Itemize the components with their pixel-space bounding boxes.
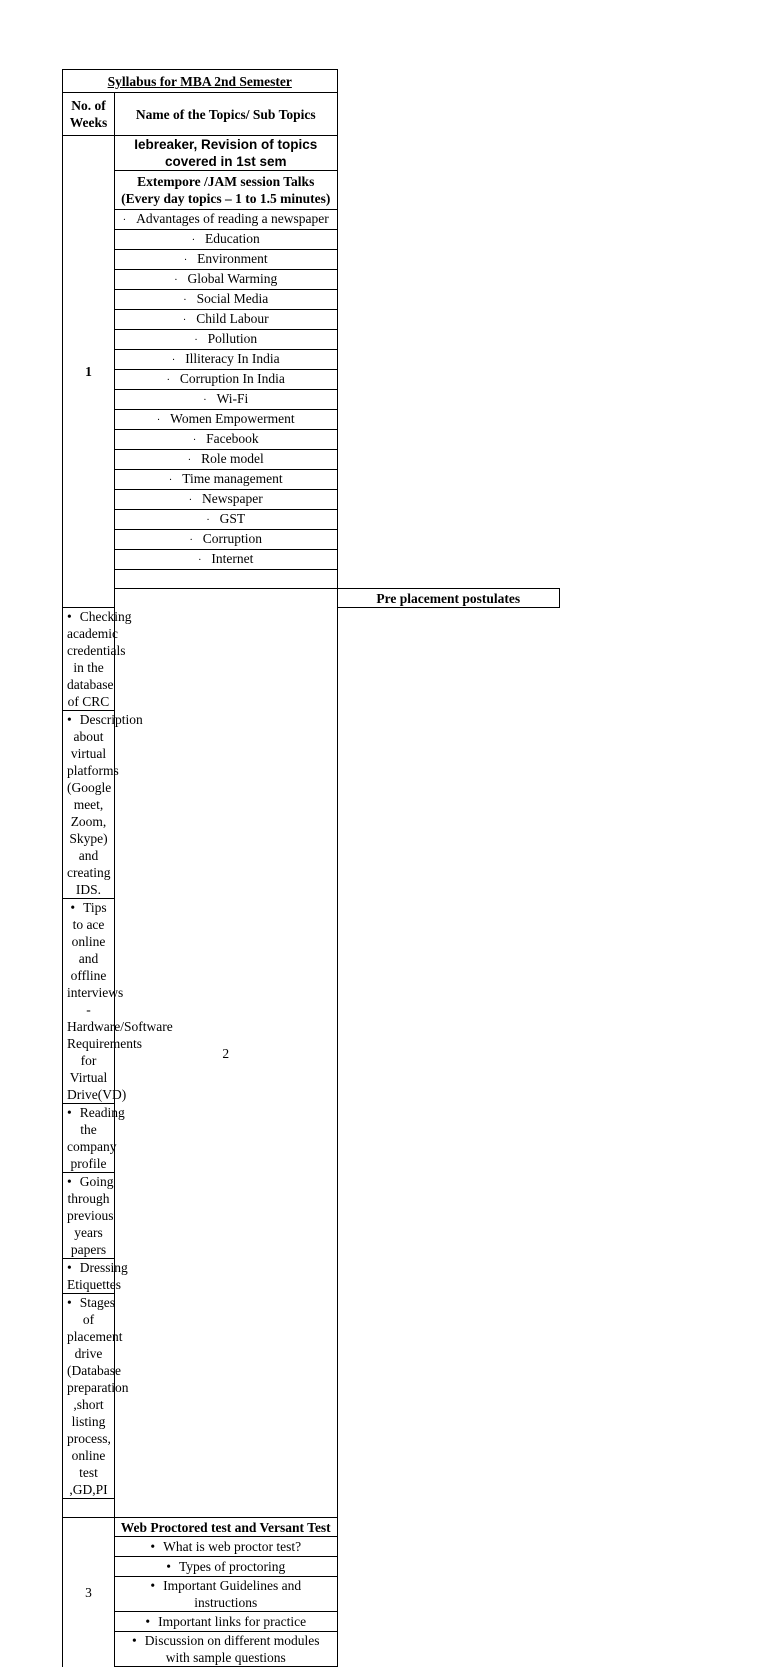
table-row bbox=[63, 136, 560, 171]
header-weeks: No. of Weeks bbox=[63, 93, 115, 136]
bullet-dot: • bbox=[67, 1260, 72, 1275]
list-item: · Newspaper bbox=[115, 490, 338, 510]
bullet-dot: • bbox=[67, 1295, 72, 1310]
bullet-dot: • bbox=[145, 1614, 151, 1629]
table-row bbox=[63, 1632, 560, 1667]
bullet-dot: · bbox=[191, 234, 196, 246]
bullet-dot: • bbox=[131, 1633, 137, 1648]
table-row bbox=[63, 450, 560, 470]
table-row bbox=[63, 490, 560, 510]
table-row bbox=[63, 510, 560, 530]
list-item: • Tips to ace online and offline interviews - Hardware/Software Requirements for Virtual Drive(VD) bbox=[63, 899, 115, 1104]
bullet-dot: · bbox=[183, 254, 188, 266]
table-row bbox=[63, 470, 560, 490]
section-subheading: Pre placement postulates bbox=[337, 589, 560, 608]
bullet-dot: • bbox=[67, 712, 72, 727]
table-row bbox=[63, 410, 560, 430]
bullet-dot: · bbox=[194, 334, 198, 346]
week-number: 1 bbox=[63, 136, 115, 608]
table-row bbox=[63, 250, 560, 270]
list-item: · Time management bbox=[115, 470, 338, 490]
bullet-dot: · bbox=[182, 314, 187, 326]
bullet-dot: · bbox=[188, 494, 193, 506]
week-intro: Iebreaker, Revision of topics covered in 1st sem bbox=[115, 136, 338, 171]
table-row bbox=[63, 390, 560, 410]
bullet-dot: · bbox=[168, 474, 173, 486]
list-item: · GST bbox=[115, 510, 338, 530]
table-row bbox=[63, 430, 560, 450]
section-subheading: Extempore /JAM session Talks (Every day topics – 1 to 1.5 minutes) bbox=[115, 171, 338, 210]
bullet-dot: · bbox=[174, 274, 178, 286]
list-item: · Global Warming bbox=[115, 270, 338, 290]
table-row bbox=[63, 310, 560, 330]
table-row bbox=[63, 171, 560, 210]
bullet-dot: • bbox=[70, 900, 76, 915]
table-row bbox=[63, 550, 560, 570]
table-row bbox=[63, 270, 560, 290]
bullet-dot: • bbox=[67, 609, 72, 624]
blank-cell bbox=[115, 570, 338, 589]
list-item: • Discussion on different modules with sample questions bbox=[115, 1632, 338, 1667]
week-number: 2 bbox=[115, 589, 338, 1518]
list-item: · Wi-Fi bbox=[115, 390, 338, 410]
syllabus-table bbox=[62, 69, 560, 1667]
bullet-dot: · bbox=[156, 414, 161, 426]
list-item: • Description about virtual platforms (Google meet, Zoom, Skype) and creating IDS. bbox=[63, 711, 115, 899]
list-item: · Pollution bbox=[115, 330, 338, 350]
table-row bbox=[63, 370, 560, 390]
list-item: · Corruption In India bbox=[115, 370, 338, 390]
list-item: · Education bbox=[115, 230, 338, 250]
list-item: · Illiteracy In India bbox=[115, 350, 338, 370]
bullet-dot: · bbox=[189, 534, 193, 546]
list-item: • What is web proctor test? bbox=[115, 1537, 338, 1557]
bullet-dot: · bbox=[192, 434, 197, 446]
table-row bbox=[63, 589, 560, 608]
list-item: • Dressing Etiquettes bbox=[63, 1259, 115, 1294]
table-row bbox=[63, 570, 560, 589]
list-item: · Facebook bbox=[115, 430, 338, 450]
table-row bbox=[63, 1537, 560, 1557]
table-row bbox=[63, 350, 560, 370]
bullet-dot: • bbox=[67, 1105, 72, 1120]
bullet-dot: • bbox=[166, 1559, 171, 1574]
table-row bbox=[63, 290, 560, 310]
list-item: · Child Labour bbox=[115, 310, 338, 330]
bullet-dot: · bbox=[183, 294, 187, 306]
list-item: • Stages of placement drive (Database preparation ,short listing process, online test ,GD,PI bbox=[63, 1294, 115, 1499]
table-row bbox=[63, 530, 560, 550]
bullet-dot: · bbox=[122, 214, 127, 226]
list-item: · Social Media bbox=[115, 290, 338, 310]
list-item: • Checking academic credentials in the database of CRC bbox=[63, 608, 115, 711]
bullet-dot: • bbox=[67, 1174, 72, 1189]
list-item: · Corruption bbox=[115, 530, 338, 550]
table-row bbox=[63, 1612, 560, 1632]
list-item: • Reading the company profile bbox=[63, 1104, 115, 1173]
list-item: · Internet bbox=[115, 550, 338, 570]
bullet-dot: · bbox=[166, 374, 170, 386]
week-number: 3 bbox=[63, 1518, 115, 1667]
bullet-dot: · bbox=[187, 454, 192, 466]
bullet-dot: · bbox=[203, 394, 207, 406]
bullet-dot: · bbox=[206, 514, 210, 526]
bullet-dot: • bbox=[150, 1539, 156, 1554]
table-row bbox=[63, 330, 560, 350]
header-row bbox=[63, 93, 560, 136]
list-item: · Role model bbox=[115, 450, 338, 470]
list-item: • Going through previous years papers bbox=[63, 1173, 115, 1259]
header-topics: Name of the Topics/ Sub Topics bbox=[115, 93, 338, 136]
table-row bbox=[63, 210, 560, 230]
table-row bbox=[63, 230, 560, 250]
list-item: · Advantages of reading a newspaper bbox=[115, 210, 338, 230]
blank-cell bbox=[63, 1499, 115, 1518]
list-item: · Environment bbox=[115, 250, 338, 270]
bullet-dot: · bbox=[198, 554, 202, 566]
bullet-dot: · bbox=[171, 354, 176, 366]
list-item: • Important links for practice bbox=[115, 1612, 338, 1632]
table-title: Syllabus for MBA 2nd Semester bbox=[63, 70, 338, 93]
list-item: • Important Guidelines and instructions bbox=[115, 1577, 338, 1612]
list-item: · Women Empowerment bbox=[115, 410, 338, 430]
title-row bbox=[63, 70, 560, 93]
list-item: • Types of proctoring bbox=[115, 1557, 338, 1577]
table-row bbox=[63, 1557, 560, 1577]
section-subheading: Web Proctored test and Versant Test bbox=[115, 1518, 338, 1537]
bullet-dot: • bbox=[150, 1578, 156, 1593]
table-row bbox=[63, 1577, 560, 1612]
table-row bbox=[63, 1518, 560, 1537]
